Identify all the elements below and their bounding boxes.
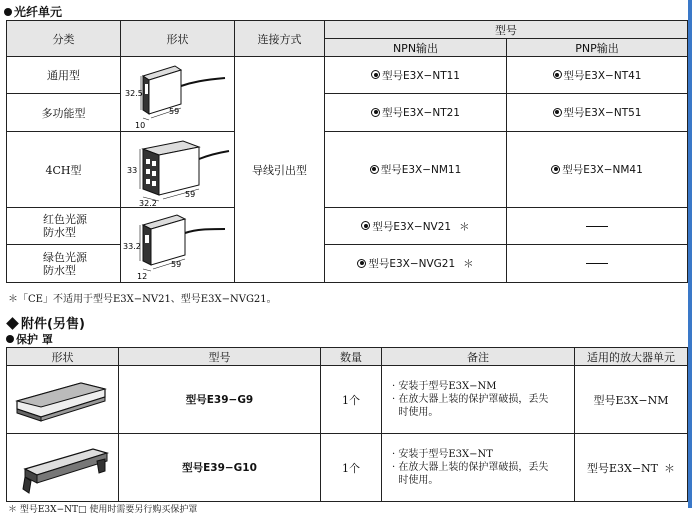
row-category: 通用型	[7, 57, 121, 94]
dim-width: 10	[135, 121, 146, 130]
header-shape: 形状	[121, 21, 235, 57]
npn-model-cell: 型号E3X−NT21	[325, 94, 507, 132]
npn-model-cell: 型号E3X−NM11	[325, 132, 507, 208]
double-circle-icon	[551, 165, 560, 174]
header-model: 型号	[119, 348, 321, 366]
pnp-model-cell: 型号E3X−NM41	[507, 132, 688, 208]
cover-amp-cell: 型号E3X−NT ＊	[575, 434, 688, 502]
row-category: 红色光源 防水型	[7, 208, 121, 245]
dim-width: 32.2	[139, 198, 157, 207]
cover-shape-cell	[7, 366, 119, 434]
cover-model-cell: 型号E39−G10	[119, 434, 321, 502]
protective-cover-g10-drawing-icon	[7, 435, 117, 501]
cover-model-cell: 型号E39−G9	[119, 366, 321, 434]
row-category: 多功能型	[7, 94, 121, 132]
dim-length: 59	[185, 189, 196, 199]
4ch-amplifier-drawing-icon	[121, 133, 233, 207]
header-connection: 连接方式	[235, 21, 325, 57]
footer-note: ＊ 型号E3X−NT□ 使用时需要另行购买保护罩	[8, 505, 198, 515]
npn-model-cell: 型号E3X−NT11	[325, 57, 507, 94]
double-circle-icon	[553, 108, 562, 117]
connection-cell: 导线引出型	[235, 57, 325, 283]
shape-cell-general	[121, 57, 235, 132]
dim-height: 32.5	[125, 89, 143, 98]
section-title-fiber-unit: 光纤单元	[4, 3, 62, 20]
cover-amp-cell: 型号E3X−NM	[575, 366, 688, 434]
header-qty: 数量	[321, 348, 382, 366]
double-circle-icon	[553, 70, 562, 79]
double-circle-icon	[370, 165, 379, 174]
cover-remark-cell: · 安装于型号E3X−NT · 在放大器上装的保护罩破损，丢失 时使用。	[382, 434, 575, 502]
header-amp: 适用的放大器单元	[575, 348, 688, 366]
npn-model-cell: 型号E3X−NV21 ＊	[325, 208, 507, 245]
right-edge-bar	[688, 0, 692, 508]
dim-width: 12	[137, 272, 148, 281]
bullet-dot-icon	[6, 335, 14, 343]
cover-qty-cell: 1个	[321, 434, 382, 502]
bullet-diamond-icon	[6, 317, 19, 330]
double-circle-icon	[357, 259, 366, 268]
cover-qty-cell: 1个	[321, 366, 382, 434]
header-npn: NPN输出	[325, 39, 507, 57]
section-title-accessories: 附件(另售)	[6, 313, 85, 332]
pnp-model-cell: 型号E3X−NT41	[507, 57, 688, 94]
subsection-title-protective-cover: 保护 罩	[6, 331, 53, 347]
row-category: 4CH型	[7, 132, 121, 208]
dim-height: 33.2	[123, 242, 141, 251]
header-remark: 备注	[382, 348, 575, 366]
header-category: 分类	[7, 21, 121, 57]
shape-cell-4ch	[121, 132, 235, 208]
header-shape: 形状	[7, 348, 119, 366]
pnp-model-cell: 型号E3X−NT51	[507, 94, 688, 132]
fiber-unit-table	[6, 20, 688, 283]
double-circle-icon	[371, 70, 380, 79]
dash-line-icon	[586, 226, 608, 227]
row-category: 绿色光源 防水型	[7, 245, 121, 283]
cover-remark-cell: · 安装于型号E3X−NM · 在放大器上装的保护罩破损，丢失 时使用。	[382, 366, 575, 434]
dash-line-icon	[586, 263, 608, 264]
protective-cover-table	[6, 347, 688, 502]
pnp-model-cell-dash	[507, 208, 688, 245]
shape-cell-waterproof	[121, 208, 235, 283]
ce-note: ＊「CE」不适用于型号E3X−NV21、型号E3X−NVG21。	[8, 294, 277, 305]
dim-length: 59	[171, 260, 182, 269]
double-circle-icon	[361, 221, 370, 230]
amplifier-unit-drawing-icon	[121, 58, 233, 130]
cover-shape-cell	[7, 434, 119, 502]
pnp-model-cell-dash	[507, 245, 688, 283]
protective-cover-g9-drawing-icon	[7, 367, 117, 433]
bullet-dot-icon	[4, 8, 12, 16]
dim-height: 33	[127, 165, 138, 175]
double-circle-icon	[371, 108, 380, 117]
header-model: 型号	[325, 21, 688, 39]
dim-length: 59	[169, 107, 180, 116]
header-pnp: PNP输出	[507, 39, 688, 57]
waterproof-amplifier-drawing-icon	[121, 209, 233, 281]
npn-model-cell: 型号E3X−NVG21 ＊	[325, 245, 507, 283]
